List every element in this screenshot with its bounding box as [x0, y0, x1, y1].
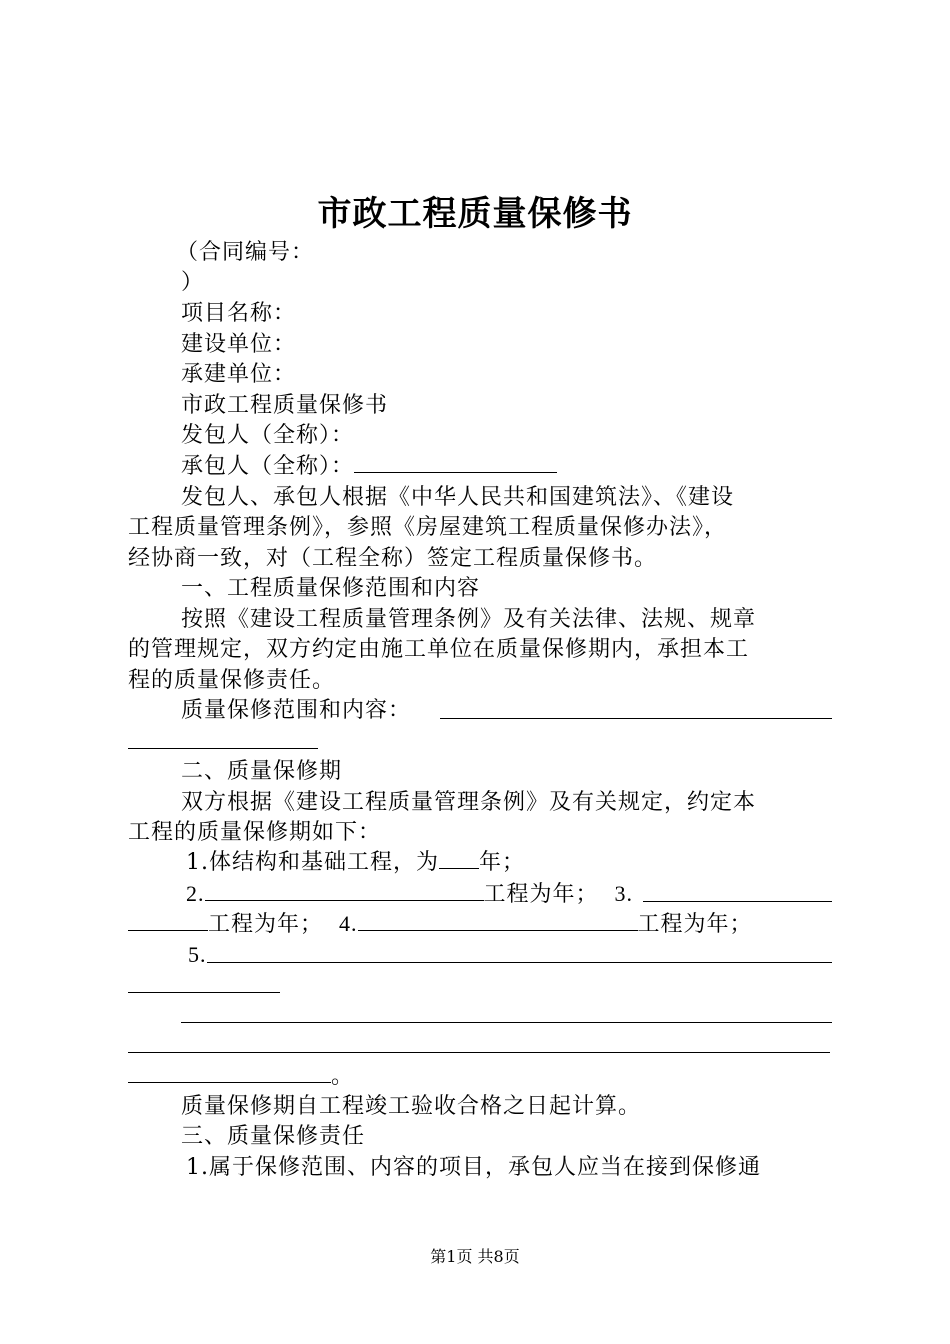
period-item-2-num: 2. — [186, 881, 205, 906]
period-extra-line-3 — [128, 1062, 833, 1092]
contractor-blank — [354, 452, 557, 473]
period-item-4-blank — [358, 910, 638, 931]
contractor-unit-label: 承建单位： — [181, 362, 297, 387]
section-1-heading: 一、工程质量保修范围和内容 — [181, 576, 481, 601]
section-3-line-1: 1.属于保修范围、内容的项目，承包人应当在接到保修通 — [186, 1155, 761, 1180]
period-item-5 — [188, 940, 840, 971]
period-calc-note: 质量保修期自工程竣工验收合格之日起计算。 — [181, 1094, 642, 1119]
section-2-line-2: 工程的质量保修期如下： — [128, 820, 382, 845]
employer-label: 发包人（全称）： — [181, 423, 355, 448]
intro-line-1: 发包人、承包人根据《中华人民共和国建筑法》、《建设 — [181, 485, 735, 510]
period-item-1-blank — [439, 848, 479, 869]
section-2-line-1: 双方根据《建设工程质量管理条例》及有关规定，约定本 — [181, 790, 757, 815]
period-extra-blank-1 — [181, 1022, 832, 1023]
period-item-3-blank-a — [643, 901, 832, 902]
period-item-4-end: 工程为年； — [637, 912, 753, 937]
period-item-3-end: 工程为年； — [208, 912, 324, 937]
scope-blank-1 — [440, 718, 832, 719]
section-2-heading: 二、质量保修期 — [181, 759, 343, 784]
period-item-1-end: 年； — [479, 850, 526, 875]
period-item-2-blank — [205, 880, 484, 901]
period-item-1-text: 1.体结构和基础工程，为 — [186, 850, 439, 875]
section-1-line-2: 的管理规定，双方约定由施工单位在质量保修期内，承担本工 — [128, 637, 750, 662]
contract-number-close: ） — [181, 270, 205, 295]
section-3-heading: 三、质量保修责任 — [181, 1124, 366, 1149]
subtitle: 市政工程质量保修书 — [181, 393, 389, 418]
document-title: 市政工程质量保修书 — [317, 194, 633, 234]
period-extra-blank-2 — [128, 1052, 830, 1053]
contractor-label-line — [181, 452, 833, 482]
period-end-mark: 。 — [331, 1064, 355, 1089]
period-item-2-end: 工程为年； — [483, 882, 599, 907]
period-item-4-num: 4. — [339, 911, 358, 936]
period-item-5-blank-b — [128, 992, 280, 993]
scope-blank-2 — [128, 748, 318, 749]
builder-unit-label: 建设单位： — [181, 332, 297, 357]
period-items-2-3 — [186, 879, 836, 910]
period-items-3-4 — [128, 909, 833, 940]
project-name-label: 项目名称： — [181, 301, 297, 326]
period-item-3-num: 3. — [614, 881, 634, 906]
section-1-line-3: 程的质量保修责任。 — [128, 668, 336, 693]
contractor-label: 承包人（全称）： — [181, 454, 355, 479]
intro-line-3: 经协商一致，对（工程全称）签定工程质量保修书。 — [128, 546, 658, 571]
contract-number-label: （合同编号： — [176, 240, 315, 265]
period-extra-blank-3 — [128, 1062, 331, 1083]
period-item-5-blank-a — [207, 962, 832, 963]
scope-label: 质量保修范围和内容： — [181, 698, 412, 723]
page-footer: 第1页 共8页 — [430, 1247, 520, 1266]
period-item-1 — [186, 848, 838, 878]
section-1-line-1: 按照《建设工程质量管理条例》及有关法律、法规、规章 — [181, 607, 757, 632]
period-item-5-num: 5. — [188, 942, 207, 967]
period-item-3-blank-b — [128, 910, 208, 931]
intro-line-2: 工程质量管理条例》，参照《房屋建筑工程质量保修办法》， — [128, 515, 728, 540]
scope-line — [181, 696, 833, 726]
